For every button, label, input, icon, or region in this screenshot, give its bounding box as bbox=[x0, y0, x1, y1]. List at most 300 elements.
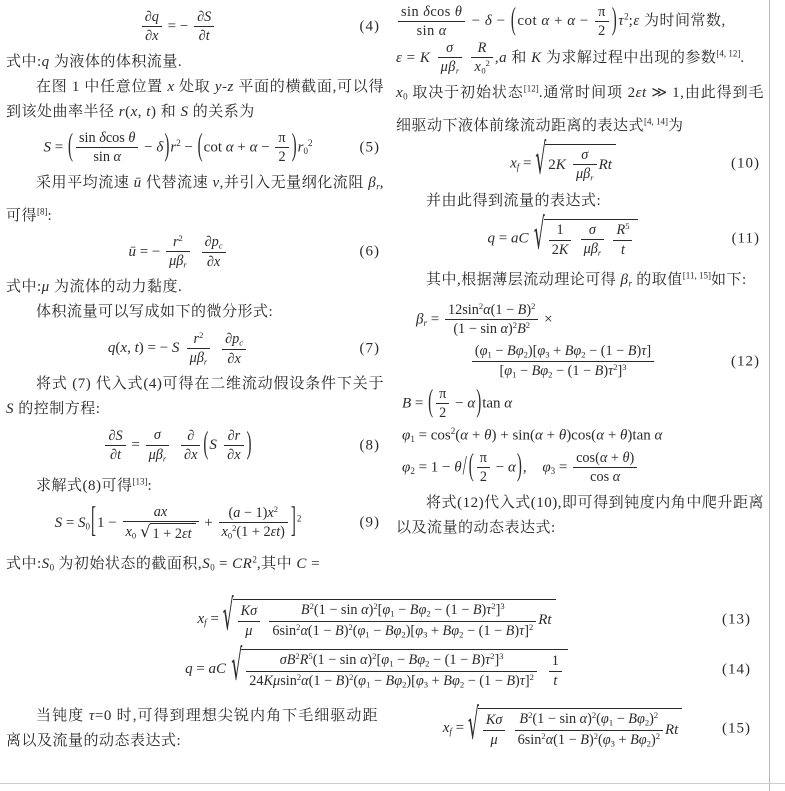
radical-icon: √ bbox=[231, 642, 243, 692]
math-text: 2 bbox=[296, 671, 302, 682]
numerator bbox=[269, 602, 536, 622]
math-text: 2 bbox=[529, 671, 534, 682]
math-text: 2 bbox=[401, 629, 406, 640]
math-text: 1 bbox=[410, 434, 415, 445]
denominator bbox=[472, 362, 654, 381]
math-variable: Bφ bbox=[630, 731, 647, 748]
math-text: = bbox=[127, 437, 144, 454]
math-variable: Kσ bbox=[485, 712, 503, 729]
math-text: 2 bbox=[485, 58, 490, 69]
bottom-section bbox=[0, 588, 785, 758]
math-text: ) bbox=[344, 672, 350, 689]
math-variable: x bbox=[120, 340, 128, 357]
math-variable: ∂x bbox=[227, 350, 241, 367]
radical-icon: √ bbox=[535, 136, 547, 186]
math-text: 2 bbox=[349, 671, 354, 682]
math-text: 2 bbox=[426, 608, 431, 619]
denominator bbox=[613, 241, 632, 258]
math-variable: τ bbox=[641, 342, 647, 359]
math-row bbox=[197, 9, 211, 25]
math-variable: φ bbox=[602, 731, 611, 748]
math-text: (1 − bbox=[308, 672, 336, 689]
numerator bbox=[515, 711, 663, 731]
numerator bbox=[224, 428, 243, 446]
superscript bbox=[524, 84, 539, 94]
math-text: ) bbox=[603, 363, 609, 380]
math-text: − (1 − bbox=[464, 672, 507, 689]
math-row bbox=[272, 623, 533, 639]
math-text: ) bbox=[588, 731, 594, 748]
math-variable: v bbox=[212, 174, 220, 191]
math-variable: t bbox=[146, 103, 151, 120]
math-text: sin bbox=[401, 4, 424, 20]
fraction bbox=[194, 9, 214, 45]
math-variable: q bbox=[41, 53, 50, 70]
denominator bbox=[581, 240, 605, 258]
math-text: 1 bbox=[487, 349, 492, 360]
math-row bbox=[36, 304, 273, 320]
math-row bbox=[426, 272, 747, 288]
math-text: π bbox=[598, 4, 606, 20]
math-variable: S bbox=[41, 555, 50, 572]
numerator bbox=[275, 130, 288, 148]
math-variable: t bbox=[134, 340, 139, 357]
math-row bbox=[93, 149, 121, 165]
math-text: 2 bbox=[402, 679, 407, 690]
numerator bbox=[472, 343, 654, 362]
math-text: 2 bbox=[307, 137, 313, 148]
math-text: = bbox=[411, 394, 428, 411]
superscript bbox=[625, 221, 629, 231]
math-row bbox=[205, 234, 223, 250]
math-text: cos bbox=[590, 469, 613, 486]
numerator bbox=[76, 130, 138, 148]
math-variable: x bbox=[197, 610, 205, 627]
math-variable: θ bbox=[558, 427, 567, 444]
math-text: 3 bbox=[550, 465, 556, 476]
math-variable: φ bbox=[600, 711, 609, 728]
radical-icon: √ bbox=[222, 592, 234, 642]
math-row bbox=[402, 426, 662, 444]
math-text: - bbox=[222, 78, 228, 95]
math-row bbox=[6, 708, 378, 749]
math-row bbox=[154, 504, 167, 520]
equation bbox=[396, 136, 764, 186]
superscript bbox=[199, 329, 203, 339]
math-text: [ bbox=[376, 652, 382, 669]
math-text: = − bbox=[135, 243, 165, 260]
superscript bbox=[654, 710, 658, 720]
math-text: ] bbox=[494, 652, 500, 669]
math-text: 当钝度 bbox=[36, 707, 90, 724]
numerator bbox=[436, 386, 449, 404]
math-text: )[ bbox=[405, 622, 416, 639]
math-variable: α bbox=[300, 622, 308, 639]
math-text: − (1 − bbox=[585, 342, 628, 359]
equation bbox=[396, 302, 764, 338]
math-variable: Bφ bbox=[506, 342, 524, 359]
math-text: 2 bbox=[478, 300, 484, 311]
superscript bbox=[526, 320, 530, 330]
math-text: + bbox=[542, 427, 559, 444]
math-text: 1 + 2 bbox=[152, 525, 182, 542]
math-text: = bbox=[495, 230, 511, 247]
math-text: 2 bbox=[581, 349, 586, 360]
superscript bbox=[716, 48, 740, 58]
equation bbox=[6, 427, 384, 464]
math-variable: r bbox=[376, 181, 380, 192]
math-text: )[ bbox=[527, 342, 538, 359]
math-text: 2 bbox=[199, 329, 204, 340]
math-variable: S bbox=[6, 401, 14, 418]
math-row bbox=[396, 4, 726, 40]
math-variable: δ bbox=[423, 4, 431, 20]
paragraph bbox=[396, 491, 764, 541]
math-variable: Bφ bbox=[628, 711, 645, 728]
math-text: ) bbox=[514, 622, 520, 639]
math-text: − (1 − bbox=[429, 652, 472, 669]
math-text: 为 bbox=[668, 118, 684, 135]
math-variable: B bbox=[472, 602, 482, 619]
math-variable: φ bbox=[381, 652, 390, 669]
math-variable: S bbox=[180, 103, 189, 120]
subscript bbox=[598, 248, 601, 258]
equation-number: (4) bbox=[359, 18, 380, 35]
fraction bbox=[222, 331, 246, 368]
denominator bbox=[146, 446, 170, 464]
math-row bbox=[227, 447, 240, 463]
fraction bbox=[105, 428, 125, 464]
math-text: 2 bbox=[459, 679, 465, 690]
math-row bbox=[486, 712, 503, 728]
math-text: 1 bbox=[366, 679, 371, 690]
big-delimiter: ( bbox=[510, 4, 517, 38]
math-variable: Rt bbox=[664, 721, 679, 738]
math-text: − bbox=[451, 394, 468, 411]
math-variable: Bφ bbox=[564, 342, 582, 359]
denominator bbox=[445, 320, 538, 338]
math-text: 取决于初始状态 bbox=[407, 85, 524, 102]
math-text: 2 bbox=[278, 149, 286, 166]
math-text: − 1) bbox=[240, 504, 268, 521]
big-delimiter: ( bbox=[197, 129, 203, 164]
math-variable: φ bbox=[357, 622, 366, 639]
math-text: + bbox=[427, 622, 443, 639]
fraction bbox=[181, 428, 200, 464]
superscript bbox=[500, 601, 504, 611]
math-variable: μβ bbox=[583, 241, 598, 258]
math-row bbox=[590, 469, 620, 485]
fraction bbox=[398, 4, 465, 40]
math-text: 2 bbox=[591, 710, 597, 721]
math-text: + bbox=[233, 139, 250, 156]
math-text: 6sin bbox=[272, 622, 297, 639]
equation bbox=[378, 701, 755, 751]
math-text: 2 bbox=[593, 730, 598, 741]
page-bottom-rule bbox=[0, 783, 785, 784]
math-variable: r bbox=[162, 453, 167, 464]
math-variable: r bbox=[203, 356, 208, 367]
fraction bbox=[436, 386, 449, 422]
math-row bbox=[301, 602, 505, 618]
math-text: + bbox=[428, 672, 444, 689]
sqrt bbox=[231, 642, 568, 692]
math-variable: ∂x bbox=[206, 254, 221, 271]
denominator bbox=[269, 622, 536, 641]
math-variable: τ bbox=[485, 652, 491, 669]
equation-number: (7) bbox=[359, 340, 380, 357]
math-text: − bbox=[575, 13, 594, 30]
math-text: 1 bbox=[556, 222, 564, 239]
math-variable: σ bbox=[153, 427, 161, 444]
equation-number: (8) bbox=[359, 437, 380, 454]
math-variable: φ bbox=[479, 342, 488, 359]
math-text: 2 bbox=[273, 503, 278, 514]
math-variable: μβ bbox=[189, 349, 204, 366]
fraction bbox=[573, 147, 597, 184]
math-text: =0 时,可得到理想尖锐内角下毛细驱动距离以及流量的动态表达式: bbox=[6, 707, 378, 749]
fraction bbox=[445, 302, 538, 338]
fraction bbox=[515, 711, 663, 749]
math-text: 5 bbox=[308, 651, 313, 662]
math-variable: q bbox=[185, 660, 193, 677]
denominator bbox=[105, 446, 125, 463]
math-variable: ∂ bbox=[187, 427, 195, 444]
paragraph bbox=[396, 189, 764, 214]
math-row bbox=[453, 321, 530, 337]
paragraph bbox=[6, 275, 384, 300]
sqrt bbox=[467, 701, 682, 751]
math-text: ( bbox=[597, 731, 603, 748]
superscript bbox=[486, 58, 490, 68]
denominator bbox=[246, 672, 537, 691]
denominator bbox=[202, 253, 226, 270]
math-text: [ bbox=[377, 602, 383, 619]
math-variable: t bbox=[553, 672, 558, 689]
math-text: [4, 14] bbox=[644, 116, 669, 127]
math-text: , bbox=[127, 340, 135, 357]
math-variable: β bbox=[368, 174, 377, 191]
math-text: − bbox=[370, 672, 386, 689]
math-text: 1 bbox=[512, 369, 517, 380]
math-row bbox=[581, 147, 588, 163]
equation bbox=[6, 592, 755, 642]
math-text: 的取值 bbox=[632, 272, 683, 289]
fraction bbox=[187, 330, 211, 367]
denominator bbox=[398, 22, 465, 39]
math-variable: B bbox=[402, 394, 412, 411]
math-variable: x bbox=[267, 504, 274, 521]
math-variable: μ bbox=[490, 731, 498, 748]
math-row bbox=[169, 253, 187, 269]
math-text: ,可得 bbox=[6, 174, 384, 224]
math-variable: Kσ bbox=[240, 603, 258, 620]
math-variable: r bbox=[423, 317, 427, 328]
math-row bbox=[547, 221, 635, 258]
math-row bbox=[519, 711, 658, 727]
math-text: (1 − bbox=[553, 731, 581, 748]
math-text: − bbox=[393, 652, 409, 669]
math-row bbox=[55, 504, 302, 543]
fraction bbox=[275, 130, 288, 166]
math-variable: a bbox=[499, 49, 508, 66]
math-row bbox=[441, 59, 460, 75]
math-variable: r bbox=[597, 247, 602, 258]
radicand bbox=[150, 523, 196, 542]
math-text: 和 bbox=[507, 49, 532, 66]
math-row bbox=[446, 40, 454, 56]
math-variable: R bbox=[299, 652, 309, 669]
math-text: 平面的横截面,可以得到该处曲率半径 bbox=[6, 78, 384, 120]
math-variable: q bbox=[107, 340, 116, 357]
math-text: π bbox=[479, 449, 487, 466]
numerator bbox=[222, 331, 246, 350]
math-row bbox=[110, 447, 121, 463]
math-variable: θ bbox=[454, 459, 462, 476]
math-variable: r bbox=[170, 139, 177, 156]
math-text: ] bbox=[524, 672, 530, 689]
math-text: ( bbox=[474, 342, 480, 359]
math-variable: α bbox=[545, 731, 554, 748]
math-text: × bbox=[540, 311, 553, 328]
equation bbox=[396, 426, 764, 444]
math-variable: θ bbox=[484, 427, 492, 444]
subscript bbox=[183, 260, 186, 270]
math-row bbox=[589, 222, 596, 238]
math-variable: εt bbox=[635, 85, 647, 102]
equation-number: (10) bbox=[731, 155, 760, 172]
math-text: π bbox=[278, 129, 286, 146]
math-variable: Rt bbox=[538, 612, 552, 629]
math-text: [11, 15] bbox=[682, 270, 711, 281]
math-variable: φ bbox=[402, 427, 411, 444]
math-variable: x bbox=[510, 155, 517, 172]
denominator bbox=[438, 58, 463, 76]
math-variable: x bbox=[125, 523, 132, 540]
math-variable: ∂p bbox=[204, 233, 219, 250]
equation-number: (13) bbox=[722, 611, 751, 628]
numerator bbox=[445, 302, 538, 321]
math-row bbox=[470, 343, 656, 381]
math-text: 0 bbox=[49, 562, 55, 573]
math-text: 求解式(8)可得 bbox=[36, 477, 133, 494]
math-variable: CR bbox=[232, 555, 253, 572]
math-text: (1 + 2 bbox=[236, 524, 271, 540]
math-text: 12sin bbox=[447, 301, 479, 318]
equation-number: (6) bbox=[359, 243, 380, 260]
math-text: 0 bbox=[85, 521, 91, 532]
math-text: 3 bbox=[499, 651, 504, 662]
math-text: (1 − sin bbox=[453, 321, 501, 338]
math-text: 在图 1 中任意位置 bbox=[36, 78, 168, 95]
subscript bbox=[239, 337, 243, 347]
sqrt bbox=[535, 136, 616, 186]
fraction bbox=[142, 9, 162, 45]
math-variable: α bbox=[467, 394, 476, 411]
math-variable: σB bbox=[279, 652, 296, 669]
math-variable: α bbox=[460, 427, 469, 444]
fraction bbox=[613, 222, 632, 258]
math-row bbox=[79, 130, 135, 146]
math-text: 3 bbox=[622, 362, 627, 373]
paragraph bbox=[396, 264, 764, 297]
math-text: + bbox=[614, 731, 631, 748]
denominator bbox=[123, 522, 199, 542]
math-variable: R bbox=[616, 222, 626, 239]
math-variable: φ bbox=[402, 459, 411, 476]
math-text: 2 bbox=[541, 730, 546, 741]
denominator bbox=[436, 404, 449, 421]
big-delimiter: ) bbox=[291, 129, 297, 164]
equation bbox=[6, 330, 384, 367]
math-row bbox=[552, 242, 569, 258]
math-row bbox=[228, 505, 278, 521]
numerator bbox=[202, 234, 226, 253]
denominator bbox=[194, 27, 214, 44]
math-text: 2 bbox=[232, 522, 237, 533]
math-row bbox=[416, 302, 553, 338]
paragraph bbox=[6, 75, 384, 125]
math-text: 2 bbox=[372, 651, 377, 662]
math-variable: ax bbox=[153, 503, 168, 520]
math-text: 1 bbox=[365, 629, 370, 640]
math-text: 3 bbox=[423, 629, 428, 640]
math-text: [ bbox=[499, 363, 505, 380]
equation bbox=[6, 9, 384, 45]
fraction bbox=[76, 130, 138, 166]
numerator bbox=[573, 147, 597, 165]
math-text: ( bbox=[455, 427, 461, 444]
math-variable: aC bbox=[510, 230, 529, 247]
math-text: 2 bbox=[348, 621, 353, 632]
math-text: [4, 12] bbox=[716, 48, 741, 59]
radicand bbox=[478, 708, 682, 749]
superscript bbox=[622, 362, 626, 372]
numerator bbox=[573, 450, 637, 468]
math-variable: y bbox=[214, 78, 223, 95]
denominator bbox=[166, 252, 190, 270]
numerator bbox=[581, 222, 605, 240]
math-text: ] bbox=[495, 602, 501, 619]
math-variable: Kμ bbox=[263, 672, 281, 689]
math-row bbox=[190, 350, 208, 366]
numerator bbox=[549, 222, 572, 240]
fraction bbox=[166, 234, 190, 271]
math-text: ] bbox=[524, 622, 529, 639]
equation-number: (14) bbox=[722, 661, 751, 678]
math-row bbox=[442, 701, 683, 751]
row-equation-cell bbox=[378, 699, 755, 758]
math-variable: f bbox=[449, 726, 452, 737]
equation bbox=[6, 642, 755, 692]
math-text: = cos bbox=[414, 427, 451, 444]
math-text: cot bbox=[203, 139, 226, 156]
math-variable: α bbox=[567, 13, 576, 30]
math-variable: B bbox=[627, 342, 637, 359]
math-variable: τ bbox=[486, 602, 492, 619]
text-equation-row bbox=[6, 699, 755, 758]
math-text: 为流体的动力黏度. bbox=[49, 279, 183, 296]
math-text: ) 和 bbox=[150, 103, 181, 120]
math-row bbox=[426, 193, 601, 209]
math-row bbox=[576, 166, 594, 182]
math-text: + bbox=[549, 342, 565, 359]
math-variable: μβ bbox=[169, 253, 184, 270]
math-variable: z bbox=[227, 78, 234, 95]
math-variable: R bbox=[477, 39, 487, 56]
math-variable: B bbox=[335, 672, 345, 689]
math-text: 2 bbox=[644, 717, 650, 728]
